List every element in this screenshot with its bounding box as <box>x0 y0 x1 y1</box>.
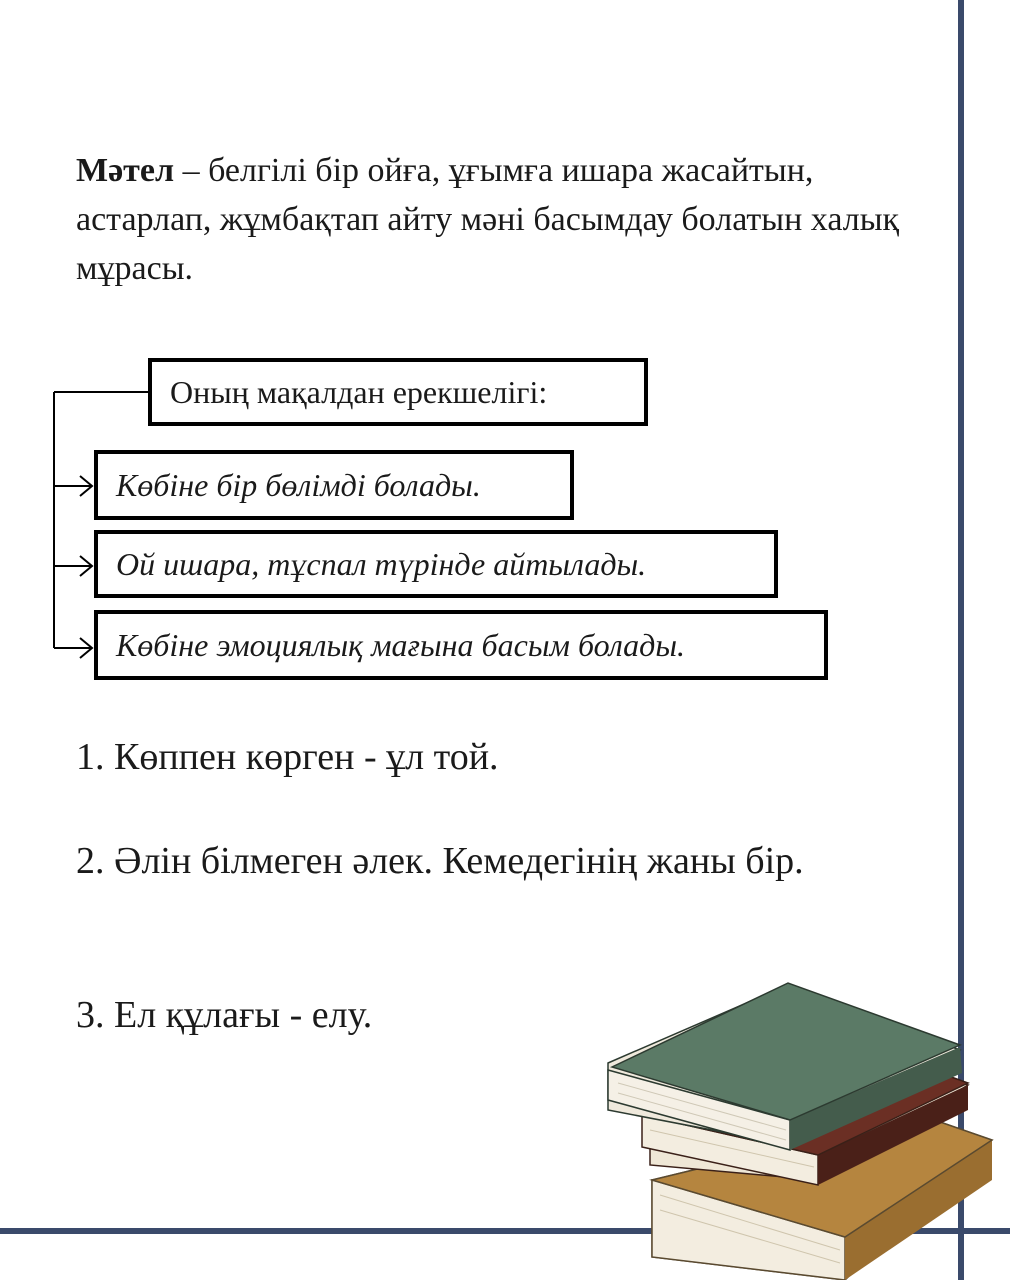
definition-paragraph <box>76 146 926 293</box>
example-2: 2. Әлін білмеген әлек. Кемедегінің жаны бір. <box>76 840 804 882</box>
feature-box-3 <box>94 610 828 680</box>
features-heading: Оның мақалдан ерекшелігі: <box>170 373 548 410</box>
books-stack-illustration <box>590 975 1010 1280</box>
example-3: 3. Ел құлағы - елу. <box>76 994 373 1036</box>
feature-box-2 <box>94 530 778 598</box>
definition-term: Мәтел <box>76 152 175 189</box>
feature-text-3: Көбіне эмоциялық мағына басым болады. <box>116 626 686 663</box>
features-heading-box <box>148 358 648 426</box>
feature-text-1: Көбіне бір бөлімді болады. <box>116 466 481 503</box>
feature-box-1 <box>94 450 574 520</box>
definition-text: – белгілі бір ойға, ұғымға ишара жасайтын, астарлап, жұмбақтап айту мәні басымдау болатын халық мұрасы. <box>76 152 900 287</box>
example-1: 1. Көппен көрген - ұл той. <box>76 736 499 778</box>
feature-text-2: Ой ишара, тұспал түрінде айтылады. <box>116 545 647 582</box>
